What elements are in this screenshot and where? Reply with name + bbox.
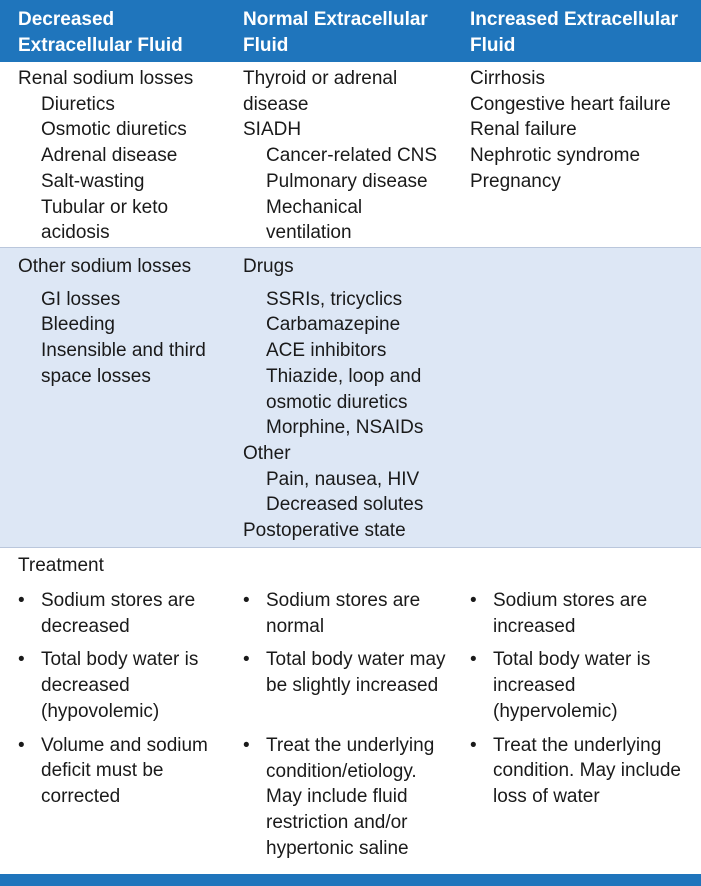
list-item: Thiazide, loop and [266, 365, 422, 387]
drugs-heading: Drugs [243, 256, 294, 277]
list-item: Decreased solutes [266, 494, 424, 516]
bullet-item: • Volume and sodium deficit must be corrected [18, 734, 208, 807]
other-heading: Other [243, 442, 291, 464]
treatment-col2 [243, 588, 458, 869]
bullet-item: • Sodium stores are increased [470, 590, 648, 637]
treatment-heading: Treatment [18, 555, 104, 576]
header-normal-ecf: Normal Extracellular Fluid [243, 9, 428, 56]
treatment-heading-block [18, 553, 230, 579]
bullet-item: • Sodium stores are normal [243, 590, 421, 637]
bullet-dot: • [18, 734, 25, 756]
bullet-item: • Total body water is decreased (hypovolemic) [18, 649, 199, 722]
list-item: Salt-wasting [41, 170, 145, 192]
list-item: GI losses [41, 288, 121, 310]
bullet-dot: • [470, 649, 477, 671]
list-item: Cirrhosis [470, 68, 545, 89]
list-item: Carbamazepine [266, 314, 401, 336]
list-item: osmotic diuretics [266, 391, 408, 413]
bullet-dot: • [243, 649, 250, 671]
bullet-dot: • [18, 590, 25, 611]
bullet-dot: • [18, 649, 25, 671]
list-item: Mechanical [266, 196, 363, 218]
row1-col1 [18, 66, 230, 246]
list-item: Congestive heart failure [470, 93, 671, 115]
treatment-col3 [470, 588, 695, 818]
table-bottom-bar [0, 874, 701, 886]
list-item: Diuretics [41, 93, 115, 115]
list-item: Insensible and third [41, 340, 206, 362]
list-item: SSRIs, tricyclics [266, 288, 403, 310]
treatment-col1 [18, 588, 230, 818]
bullet-item: • Treat the underlying condition/etiology. May include fluid restriction and/or hypertonic saline [243, 734, 435, 859]
header-increased-ecf: Increased Extracellular Fluid [470, 9, 679, 56]
list-item: Adrenal disease [41, 145, 178, 167]
list-item: Morphine, NSAIDs [266, 417, 424, 439]
renal-sodium-losses-heading: Renal sodium losses [18, 68, 194, 89]
bullet-item: • Treat the underlying condition. May include loss of water [470, 734, 681, 807]
bullet-dot: • [243, 590, 250, 611]
list-item: space losses [41, 365, 151, 387]
list-item: Pregnancy [470, 170, 561, 192]
other-sodium-losses-heading: Other sodium losses [18, 256, 192, 277]
bullet-dot: • [243, 734, 250, 756]
list-item: Nephrotic syndrome [470, 145, 641, 167]
header-decreased-ecf: Decreased Extracellular Fluid [18, 9, 183, 56]
list-item: disease [243, 93, 309, 115]
table-header [0, 0, 701, 62]
list-item: Cancer-related CNS [266, 145, 438, 167]
list-item: Tubular or keto [41, 196, 169, 218]
siadh-heading: SIADH [243, 119, 302, 141]
list-item: Bleeding [41, 314, 115, 336]
bullet-item: • Total body water is increased (hypervolemic) [470, 649, 651, 722]
list-item: ACE inhibitors [266, 340, 387, 362]
row1-col3 [470, 66, 695, 195]
bullet-dot: • [470, 590, 477, 611]
list-item: Osmotic diuretics [41, 119, 187, 141]
row2-col1 [18, 254, 230, 390]
list-item: ventilation [266, 222, 352, 244]
list-item: Renal failure [470, 119, 577, 141]
list-item: Pulmonary disease [266, 170, 428, 192]
list-item: Postoperative state [243, 520, 406, 542]
list-item: acidosis [41, 222, 110, 244]
bullet-item: • Total body water may be slightly increased [243, 649, 446, 697]
row1-col2 [243, 66, 458, 246]
list-item: Pain, nausea, HIV [266, 468, 420, 490]
bullet-dot: • [470, 734, 477, 756]
row2-col2 [243, 254, 458, 544]
bullet-item: • Sodium stores are decreased [18, 590, 196, 637]
list-item: Thyroid or adrenal [243, 68, 398, 89]
